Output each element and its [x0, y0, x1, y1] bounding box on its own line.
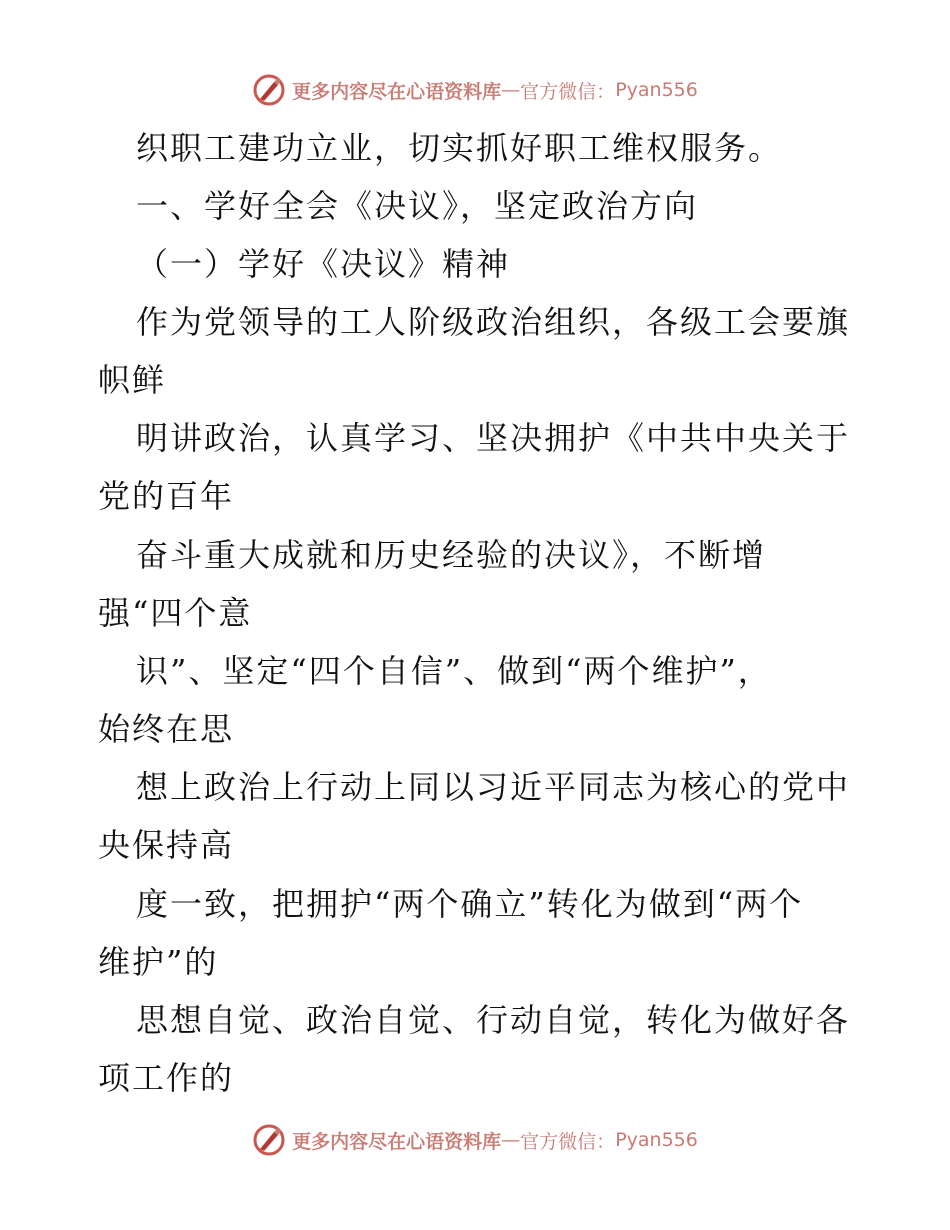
watermark-separator: —: [501, 79, 521, 101]
header-watermark: [0, 70, 950, 110]
text-line: 作为党领导的工人阶级政治组织，各级工会要旗: [136, 303, 851, 341]
text-line: 奋斗重大成就和历史经验的决议》，不断增: [136, 536, 767, 574]
watermark-separator: —: [501, 1129, 521, 1151]
watermark-official: 官方微信：: [520, 80, 616, 103]
text-line: 强“四个意: [98, 594, 253, 632]
text-line: 项工作的: [98, 1059, 235, 1097]
text-line: 识”、坚定“四个自信”、做到“两个维护”，: [136, 652, 772, 690]
text-line: 维护”的: [98, 943, 219, 981]
text-line: 始终在思: [98, 710, 235, 748]
text-line: 党的百年: [98, 477, 235, 515]
text-line: 想上政治上行动上同以习近平同志为核心的党中: [136, 768, 851, 806]
watermark-official: 官方微信：: [520, 1130, 616, 1153]
pen-logo-icon: [252, 73, 286, 107]
text-line: 央保持高: [98, 826, 235, 864]
watermark-id: Pyan556: [615, 1129, 698, 1151]
pen-logo-icon: [252, 1123, 286, 1157]
text-line: 思想自觉、政治自觉、行动自觉，转化为做好各: [136, 1001, 851, 1039]
section-heading: 一、学好全会《决议》，坚定政治方向: [136, 187, 699, 225]
watermark-text: 更多内容尽在心语资料库: [292, 1130, 502, 1153]
subsection-heading: （一）学好《决议》精神: [136, 245, 511, 283]
watermark-text: 更多内容尽在心语资料库: [292, 80, 502, 103]
text-line: 度一致，把拥护“两个确立”转化为做到“两个: [136, 885, 804, 923]
text-line: 明讲政治，认真学习、坚决拥护《中共中央关于: [136, 419, 851, 457]
footer-watermark: [0, 1120, 950, 1160]
text-line: 织职工建功立业，切实抓好职工维权服务。: [136, 129, 783, 167]
watermark-id: Pyan556: [615, 79, 698, 101]
text-line: 帜鲜: [98, 361, 167, 399]
